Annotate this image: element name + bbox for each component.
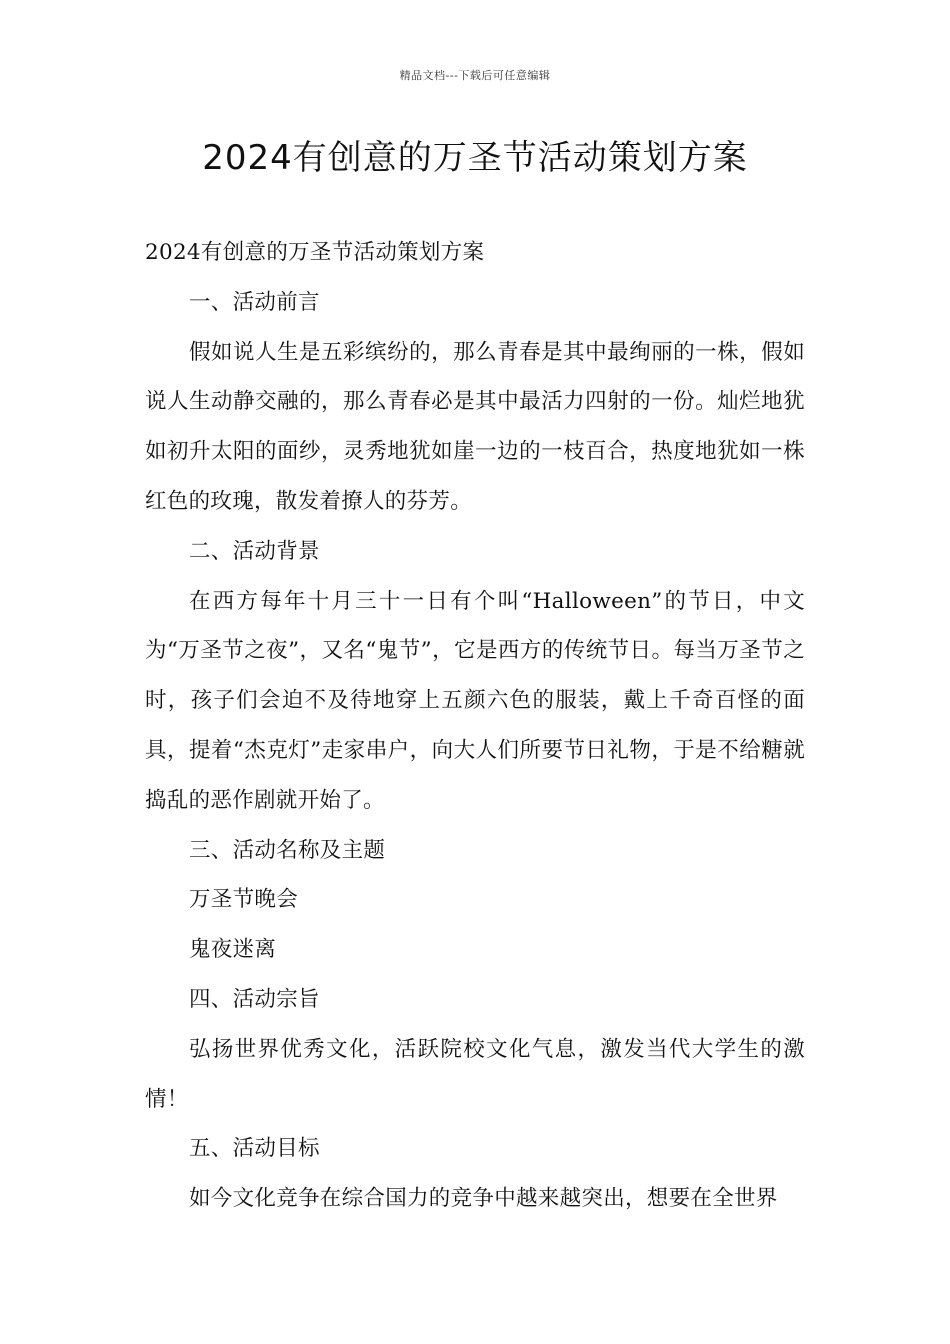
paragraph-purpose: 弘扬世界优秀文化，活跃院校文化气息，激发当代大学生的激情！ [145,1036,805,1112]
section-heading-name-theme: 三、活动名称及主题 [189,837,386,863]
paragraph-event-name: 万圣节晚会 [189,887,299,913]
paragraph-subtitle: 2024有创意的万圣节活动策划方案 [145,240,485,265]
section-heading-goals: 五、活动目标 [189,1136,320,1162]
section-heading-purpose: 四、活动宗旨 [189,986,320,1012]
paragraph-goals: 如今文化竞争在综合国力的竞争中越来越突出，想要在全世界 [189,1186,778,1212]
paragraph-background: 在西方每年十月三十一日有个叫“Halloween”的节日，中文为“万圣节之夜”，又名“鬼节”，它是西方的传统节日。每当万圣节之时，孩子们会迫不及待地穿上五颜六色的服装，戴上千奇百怪的面具，提着“杰克灯”走家串户，向大人们所要节日礼物，于是不给糖就捣乱的恶作剧就开始了。 [145,588,805,813]
paragraph-event-theme: 鬼夜迷离 [189,937,277,963]
document-title: 2024有创意的万圣节活动策划方案 [202,138,748,178]
section-heading-background: 二、活动背景 [189,538,320,564]
section-heading-preface: 一、活动前言 [189,289,320,315]
document-body [145,228,805,1224]
paragraph-preface: 假如说人生是五彩缤纷的，那么青春是其中最绚丽的一株，假如说人生动静交融的，那么青春必是其中最活力四射的一份。灿烂地犹如初升太阳的面纱，灵秀地犹如崖一边的一枝百合，热度地犹如一株红色的玫瑰，散发着撩人的芬芳。 [145,339,805,514]
header-note: 精品文档---下载后可任意编辑 [399,69,551,82]
